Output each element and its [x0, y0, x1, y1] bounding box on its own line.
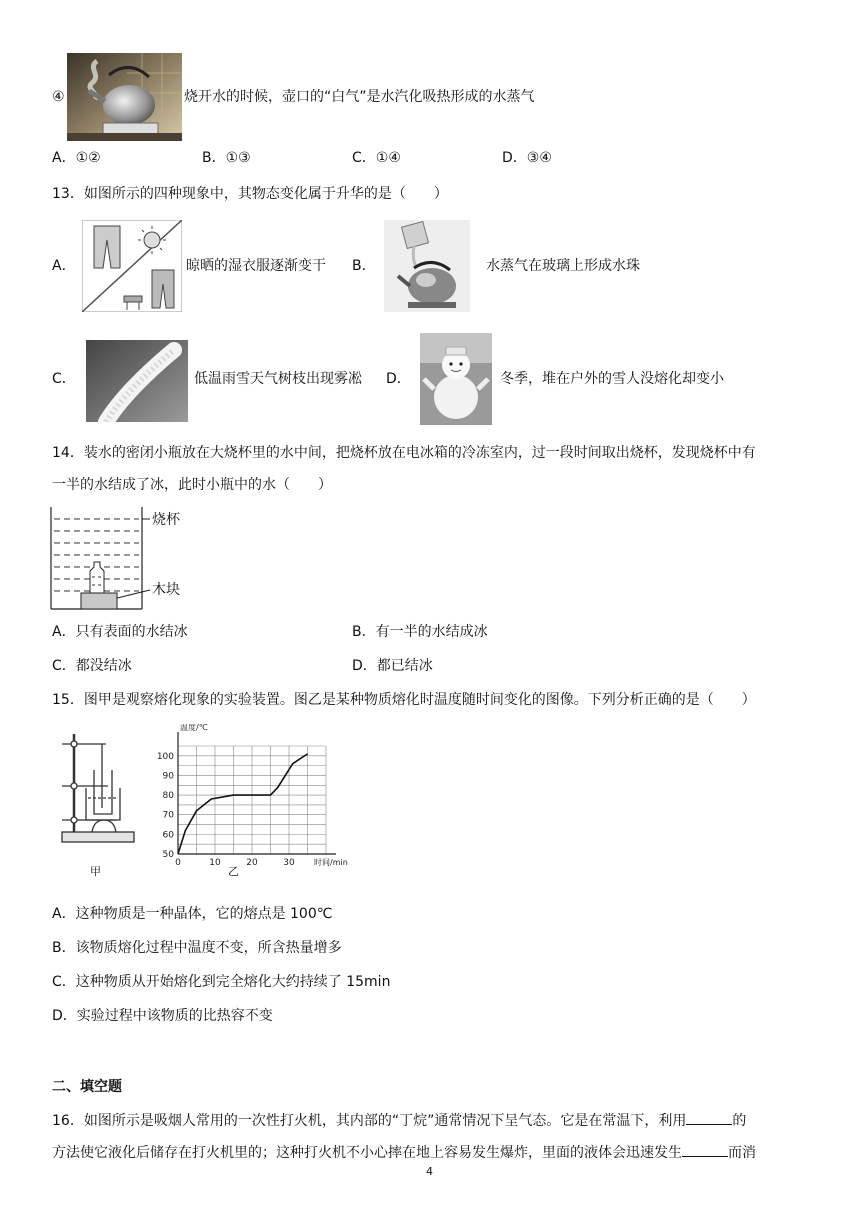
x-tick-label: 0: [175, 858, 181, 868]
beaker-diagram: [50, 505, 210, 615]
q13-option-c-letter[interactable]: C．: [52, 371, 76, 387]
x-axis-label: 时间/min: [314, 858, 348, 867]
x-tick-label: 30: [283, 858, 295, 868]
snowman-image: [420, 333, 492, 425]
y-tick-label: 80: [162, 791, 174, 802]
kettle-photo: [67, 53, 182, 141]
temperature-curve: [178, 754, 308, 854]
q13-option-a-text: 晾晒的湿衣服逐渐变干: [186, 258, 326, 274]
q16-line1-text-b: 的: [732, 1113, 747, 1129]
apparatus-diagram: [56, 728, 138, 874]
q14-stem-line1: 14．装水的密闭小瓶放在大烧杯里的水中间，把烧杯放在电冰箱的冷冻室内，过一段时间取出烧杯，发现烧杯中有: [52, 445, 756, 461]
q12-option-d[interactable]: D．③④: [502, 150, 552, 166]
q15-option-a[interactable]: A．这种物质是一种晶体，它的熔点是 100℃: [52, 906, 333, 922]
q13-option-d-text: 冬季，堆在户外的雪人没熔化却变小: [500, 371, 724, 387]
q14-option-b[interactable]: B．有一半的水结成冰: [352, 624, 488, 640]
q12-option-b[interactable]: B．①③: [202, 150, 251, 166]
y-tick-label: 90: [162, 771, 174, 782]
rime-branch-image: [86, 340, 188, 422]
q14-stem-line2: 一半的水结成了冰，此时小瓶中的水（ ）: [52, 477, 332, 493]
q16-blank-2[interactable]: [682, 1144, 728, 1157]
q13-option-d-letter[interactable]: D．: [386, 371, 411, 387]
y-axis-label: 温度/℃: [180, 724, 208, 732]
fig-a-caption: 甲: [90, 865, 101, 878]
q12-item4-text: 烧开水的时候，壶口的“白气”是水汽化吸热形成的水蒸气: [184, 89, 535, 105]
beaker-label: 烧杯: [152, 512, 180, 528]
x-tick-label: 20: [246, 858, 258, 868]
q12-item4-marker: ④: [52, 89, 65, 105]
q16-line2-text-a: 方法使它液化后储存在打火机里的；这种打火机不小心摔在地上容易发生爆炸，里面的液体会迅速发生: [52, 1145, 682, 1161]
q14-option-d[interactable]: D．都已结冰: [352, 658, 433, 674]
q13-stem: 13．如图所示的四种现象中，其物态变化属于升华的是（ ）: [52, 186, 448, 202]
q12-option-a[interactable]: A．①②: [52, 150, 101, 166]
q16-line1-text-a: 16．如图所示是吸烟人常用的一次性打火机，其内部的“丁烷”通常情况下呈气态。它是在常温下，利用: [52, 1113, 687, 1129]
q13-option-c-text: 低温雨雪天气树枝出现雾凇: [194, 371, 362, 387]
q14-option-a[interactable]: A．只有表面的水结冰: [52, 624, 188, 640]
y-tick-label: 100: [156, 751, 174, 762]
q15-option-b[interactable]: B．该物质熔化过程中温度不变，所含热量增多: [52, 940, 342, 956]
y-tick-label: 60: [162, 830, 174, 841]
page-number: 4: [426, 1165, 433, 1178]
q15-stem: 15．图甲是观察熔化现象的实验装置。图乙是某种物质熔化时温度随时间变化的图像。下列分析正确的是（ ）: [52, 692, 756, 708]
y-tick-label: 50: [162, 850, 174, 860]
q16-line2-text-b: 而消: [728, 1145, 756, 1161]
fig-b-caption: 乙: [228, 865, 239, 878]
wood-block-label: 木块: [152, 582, 180, 598]
kettle-glass-image: [384, 220, 470, 312]
q13-option-b-letter[interactable]: B．: [352, 258, 376, 274]
q16-line1: [52, 1112, 746, 1128]
q12-option-c[interactable]: C．①④: [352, 150, 401, 166]
q15-option-c[interactable]: C．这种物质从开始熔化到完全熔化大约持续了 15min: [52, 974, 391, 990]
q15-option-d[interactable]: D．实验过程中该物质的比热容不变: [52, 1008, 273, 1024]
section-heading: 二、填空题: [52, 1079, 122, 1095]
drying-clothes-image: [82, 220, 182, 312]
q16-line2: [52, 1144, 756, 1160]
x-tick-label: 10: [209, 858, 221, 868]
y-tick-label: 70: [162, 810, 174, 821]
q14-option-c[interactable]: C．都没结冰: [52, 658, 132, 674]
melting-chart: [148, 724, 360, 874]
q16-blank-1[interactable]: [686, 1112, 732, 1125]
q13-option-b-text: 水蒸气在玻璃上形成水珠: [486, 258, 640, 274]
q13-option-a-letter[interactable]: A．: [52, 258, 76, 274]
